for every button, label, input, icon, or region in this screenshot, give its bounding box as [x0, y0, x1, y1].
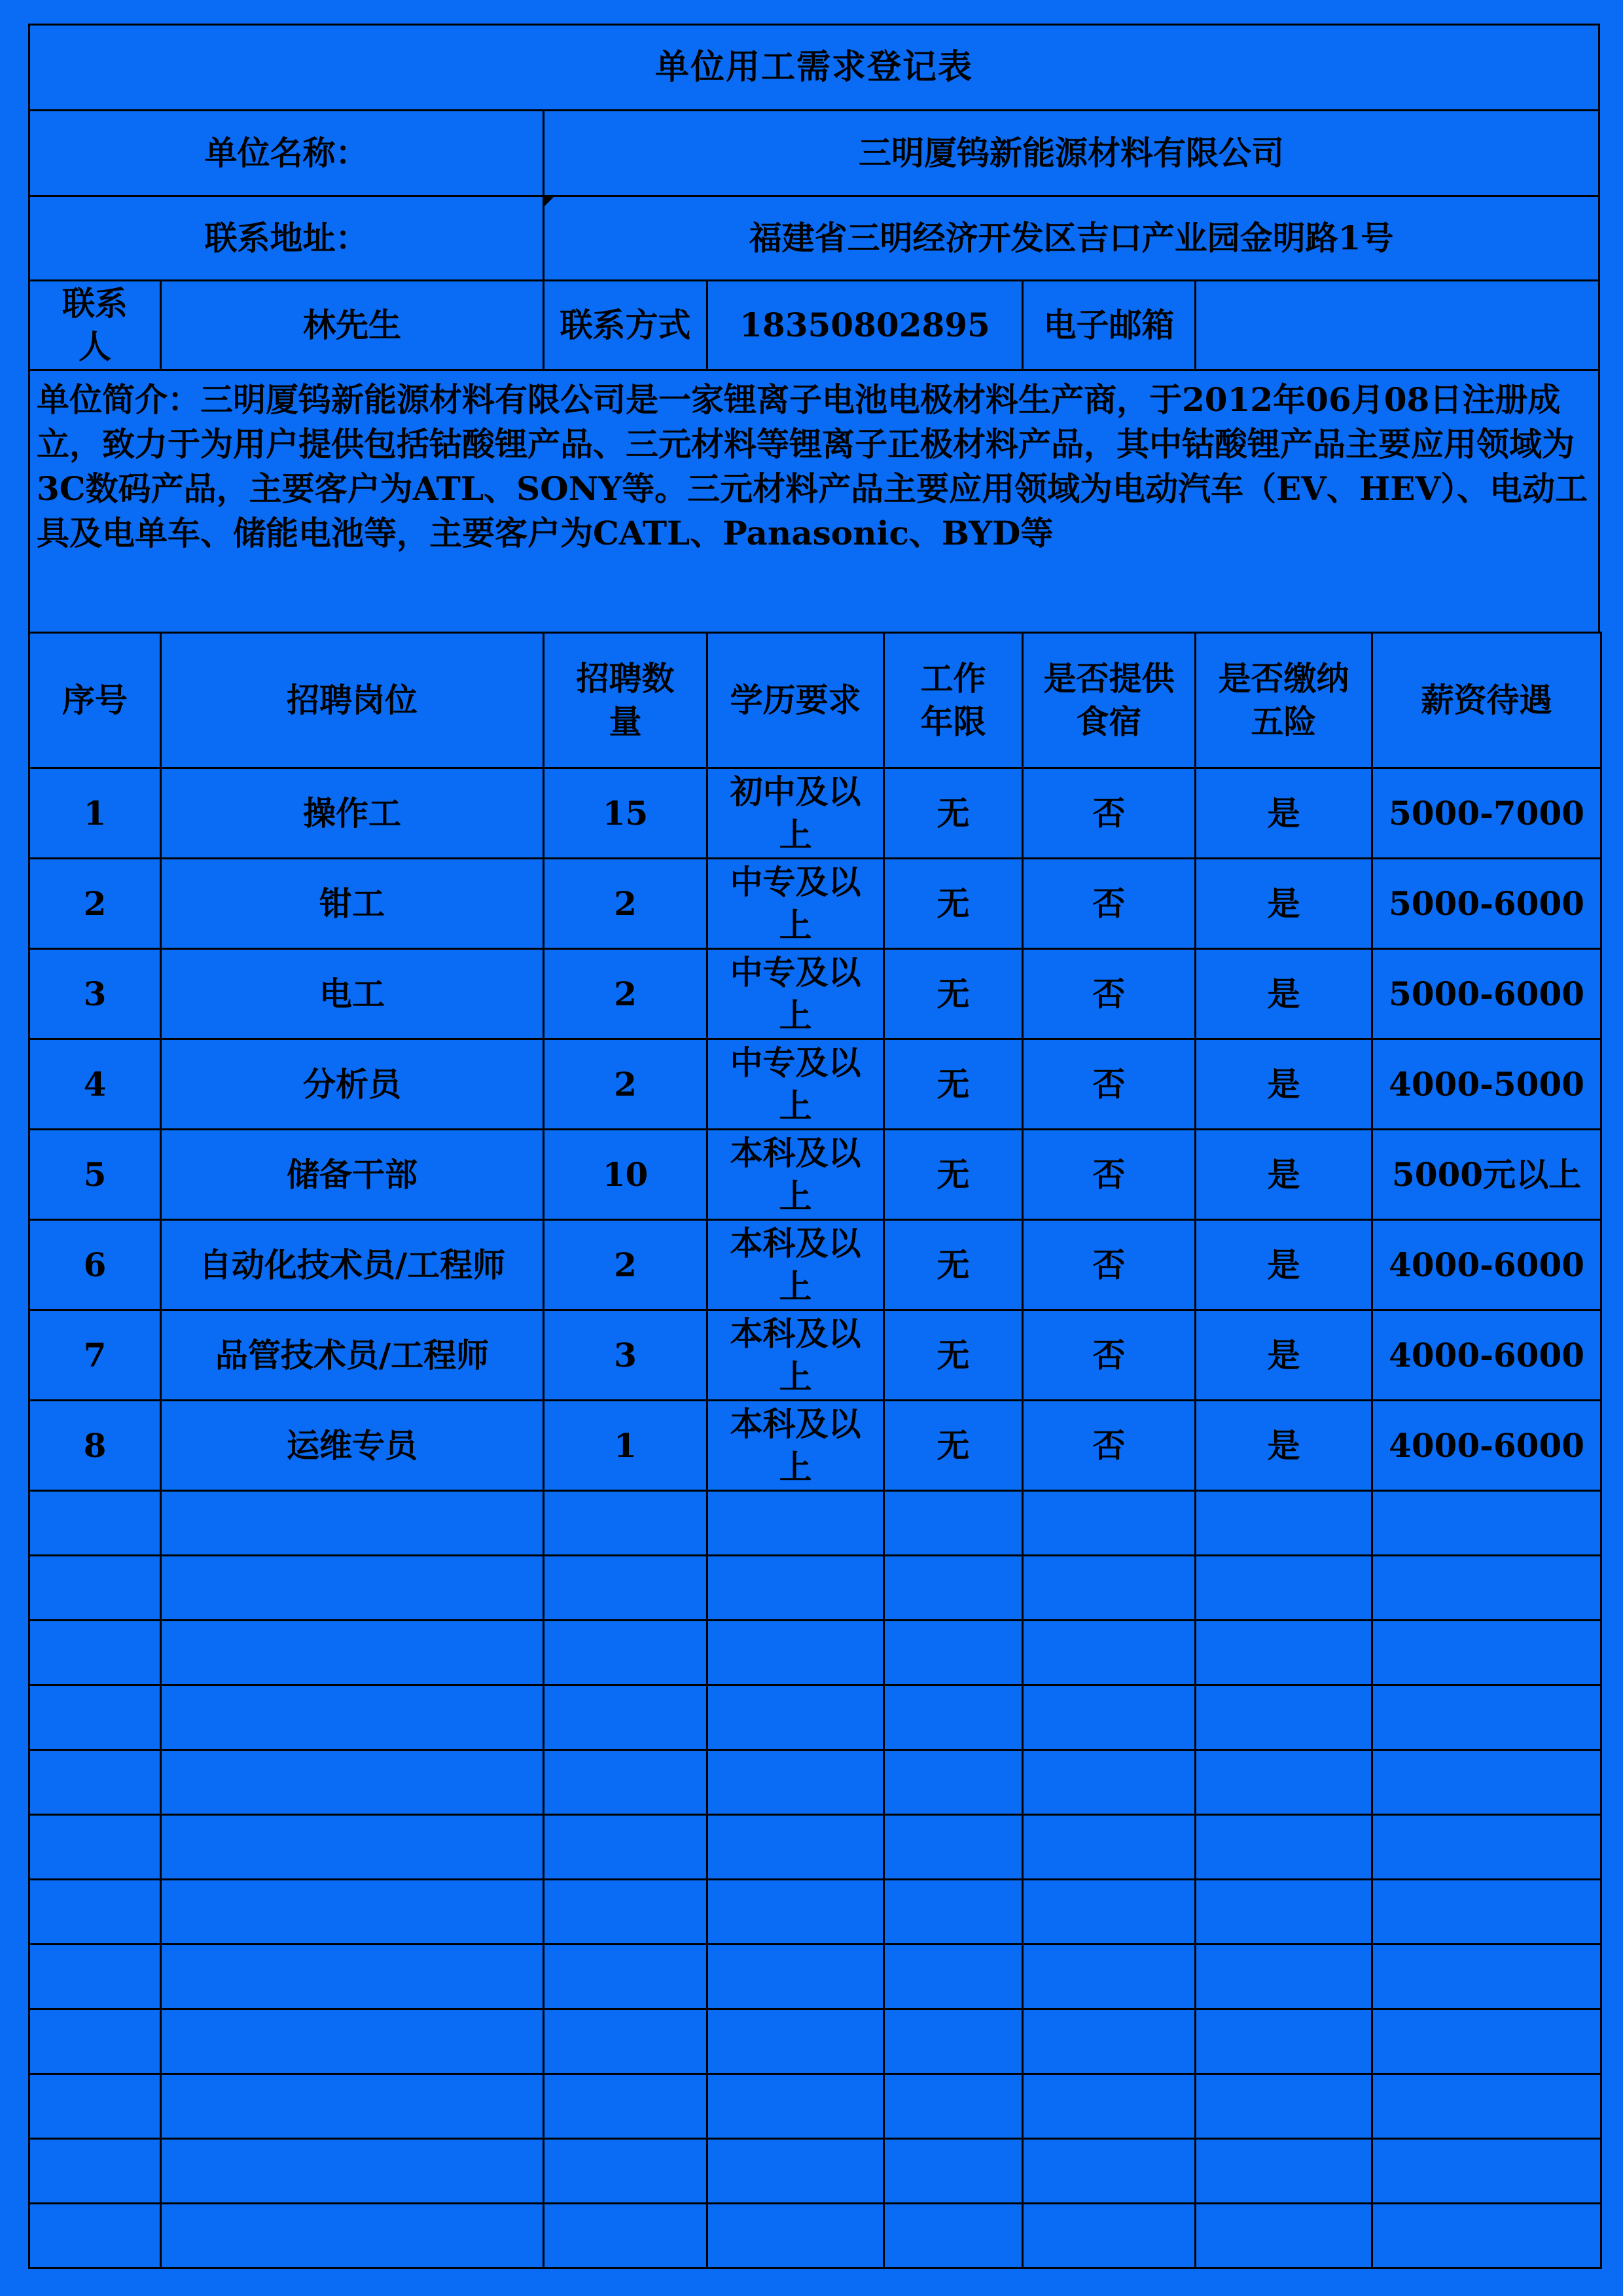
cell-education: 中专及以上: [706, 857, 885, 950]
empty-cell: [543, 1814, 708, 1880]
cell-experience: 无: [883, 857, 1024, 950]
cell-board: 否: [1022, 1038, 1196, 1130]
empty-cell: [1371, 1554, 1602, 1621]
empty-cell: [543, 1684, 708, 1751]
contact-phone-label: 联系方式: [543, 279, 708, 371]
header-education: 学历要求: [706, 632, 885, 769]
cell-experience: 无: [883, 948, 1024, 1040]
email-label: 电子邮箱: [1022, 279, 1196, 371]
empty-cell: [1194, 1554, 1373, 1621]
company-intro: 单位简介：三明厦钨新能源材料有限公司是一家锂离子电池电极材料生产商，于2012年06月08日注册成立，致力于为用户提供包括钴酸锂产品、三元材料等锂离子正极材料产品，其中钴酸锂产品主要应用领域为3C数码产品，主要客户为ATL、SONY等。三元材料产品主要应用领域为电动汽车（EV、HEV）、电动工具及电单车、储能电池等，主要客户为CATL、Panasonic、BYD等: [28, 369, 1600, 634]
cell-education: 中专及以上: [706, 948, 885, 1040]
address-value: 福建省三明经济开发区吉口产业园金明路1号: [543, 195, 1600, 281]
cell-salary: 5000元以上: [1371, 1128, 1602, 1221]
cell-salary: 5000-6000: [1371, 948, 1602, 1040]
empty-cell: [883, 2138, 1024, 2204]
cell-education: 本科及以上: [706, 1128, 885, 1221]
cell-salary: 4000-6000: [1371, 1309, 1602, 1401]
empty-cell: [28, 1684, 162, 1751]
cell-position: 运维专员: [160, 1399, 544, 1492]
empty-cell: [883, 1554, 1024, 1621]
address-label: 联系地址：: [28, 195, 544, 281]
empty-cell: [1194, 1619, 1373, 1686]
empty-cell: [1022, 2138, 1196, 2204]
empty-cell: [28, 2008, 162, 2075]
cell-seq: 8: [28, 1399, 162, 1492]
email-value: [1194, 279, 1600, 371]
empty-cell: [1371, 2202, 1602, 2269]
empty-cell: [160, 1943, 544, 2010]
empty-cell: [160, 2202, 544, 2269]
cell-insurance: 是: [1194, 857, 1373, 950]
cell-seq: 1: [28, 767, 162, 859]
cell-education: 本科及以上: [706, 1309, 885, 1401]
empty-cell: [28, 2202, 162, 2269]
cell-position: 钳工: [160, 857, 544, 950]
cell-experience: 无: [883, 1128, 1024, 1221]
empty-cell: [883, 2202, 1024, 2269]
empty-cell: [28, 1554, 162, 1621]
cell-position: 储备干部: [160, 1128, 544, 1221]
empty-cell: [160, 1684, 544, 1751]
cell-count: 2: [543, 857, 708, 950]
cell-seq: 3: [28, 948, 162, 1040]
cell-seq: 5: [28, 1128, 162, 1221]
empty-cell: [28, 1749, 162, 1816]
cell-seq: 7: [28, 1309, 162, 1401]
empty-cell: [1371, 2138, 1602, 2204]
empty-cell: [160, 1814, 544, 1880]
unit-name-label: 单位名称：: [28, 109, 544, 197]
empty-cell: [28, 2073, 162, 2140]
empty-cell: [543, 1554, 708, 1621]
cell-education: 中专及以上: [706, 1038, 885, 1130]
empty-cell: [706, 1554, 885, 1621]
header-count: 招聘数量: [543, 632, 708, 769]
cell-education: 本科及以上: [706, 1399, 885, 1492]
empty-cell: [883, 1943, 1024, 2010]
empty-cell: [883, 1878, 1024, 1945]
empty-cell: [1022, 2073, 1196, 2140]
empty-cell: [28, 1943, 162, 2010]
cell-count: 1: [543, 1399, 708, 1492]
empty-cell: [706, 1749, 885, 1816]
cell-board: 否: [1022, 1309, 1196, 1401]
empty-cell: [883, 2073, 1024, 2140]
empty-cell: [1022, 1878, 1196, 1945]
empty-cell: [706, 1878, 885, 1945]
cell-experience: 无: [883, 767, 1024, 859]
cell-position: 电工: [160, 948, 544, 1040]
header-experience: 工作年限: [883, 632, 1024, 769]
empty-cell: [1194, 1943, 1373, 2010]
empty-cell: [543, 1749, 708, 1816]
empty-cell: [160, 2138, 544, 2204]
empty-cell: [160, 2008, 544, 2075]
empty-cell: [1194, 1490, 1373, 1556]
empty-cell: [1022, 1943, 1196, 2010]
cell-salary: 4000-6000: [1371, 1399, 1602, 1492]
empty-cell: [883, 1619, 1024, 1686]
empty-cell: [883, 1749, 1024, 1816]
cell-experience: 无: [883, 1309, 1024, 1401]
cell-board: 否: [1022, 1128, 1196, 1221]
empty-cell: [706, 1490, 885, 1556]
empty-cell: [706, 1684, 885, 1751]
empty-cell: [1371, 1878, 1602, 1945]
header-salary: 薪资待遇: [1371, 632, 1602, 769]
cell-board: 否: [1022, 948, 1196, 1040]
cell-board: 否: [1022, 857, 1196, 950]
empty-cell: [706, 1943, 885, 2010]
cell-board: 否: [1022, 1399, 1196, 1492]
empty-cell: [1194, 2138, 1373, 2204]
cell-position: 分析员: [160, 1038, 544, 1130]
empty-cell: [883, 1684, 1024, 1751]
empty-cell: [160, 1490, 544, 1556]
cell-position: 操作工: [160, 767, 544, 859]
empty-cell: [543, 2008, 708, 2075]
empty-cell: [1022, 1490, 1196, 1556]
cell-experience: 无: [883, 1038, 1024, 1130]
cell-insurance: 是: [1194, 1038, 1373, 1130]
cell-insurance: 是: [1194, 1309, 1373, 1401]
cell-insurance: 是: [1194, 1399, 1373, 1492]
empty-cell: [543, 2138, 708, 2204]
empty-cell: [543, 1619, 708, 1686]
empty-cell: [706, 2073, 885, 2140]
empty-cell: [160, 1749, 544, 1816]
empty-cell: [883, 1814, 1024, 1880]
empty-cell: [1194, 2073, 1373, 2140]
cell-experience: 无: [883, 1219, 1024, 1311]
cell-salary: 4000-5000: [1371, 1038, 1602, 1130]
empty-cell: [1371, 2008, 1602, 2075]
empty-cell: [543, 1490, 708, 1556]
cell-education: 本科及以上: [706, 1219, 885, 1311]
empty-cell: [1371, 1943, 1602, 2010]
cell-count: 10: [543, 1128, 708, 1221]
empty-cell: [1194, 1749, 1373, 1816]
registration-form: [28, 24, 1600, 2265]
cell-education: 初中及以上: [706, 767, 885, 859]
header-insurance: 是否缴纳五险: [1194, 632, 1373, 769]
empty-cell: [1194, 1814, 1373, 1880]
empty-cell: [1022, 1749, 1196, 1816]
header-seq: 序号: [28, 632, 162, 769]
cell-seq: 6: [28, 1219, 162, 1311]
empty-cell: [1022, 1684, 1196, 1751]
cell-salary: 4000-6000: [1371, 1219, 1602, 1311]
cell-salary: 5000-7000: [1371, 767, 1602, 859]
cell-insurance: 是: [1194, 1219, 1373, 1311]
empty-cell: [1371, 1490, 1602, 1556]
unit-name-value: 三明厦钨新能源材料有限公司: [543, 109, 1600, 197]
empty-cell: [1022, 1554, 1196, 1621]
empty-cell: [28, 1878, 162, 1945]
cell-insurance: 是: [1194, 948, 1373, 1040]
empty-cell: [160, 1554, 544, 1621]
contact-person-label: 联系人: [28, 279, 162, 371]
empty-cell: [1371, 2073, 1602, 2140]
empty-cell: [706, 2202, 885, 2269]
empty-cell: [28, 2138, 162, 2204]
cell-seq: 4: [28, 1038, 162, 1130]
empty-cell: [1371, 1684, 1602, 1751]
empty-cell: [543, 2073, 708, 2140]
cell-insurance: 是: [1194, 1128, 1373, 1221]
cell-seq: 2: [28, 857, 162, 950]
empty-cell: [1022, 2008, 1196, 2075]
empty-cell: [706, 2138, 885, 2204]
cell-count: 2: [543, 1219, 708, 1311]
empty-cell: [160, 1619, 544, 1686]
empty-cell: [543, 1878, 708, 1945]
cell-insurance: 是: [1194, 767, 1373, 859]
empty-cell: [706, 2008, 885, 2075]
empty-cell: [1194, 1684, 1373, 1751]
empty-cell: [1022, 2202, 1196, 2269]
empty-cell: [1371, 1619, 1602, 1686]
cell-count: 2: [543, 948, 708, 1040]
empty-cell: [1371, 1814, 1602, 1880]
empty-cell: [1022, 1619, 1196, 1686]
cell-comment-marker: [544, 197, 554, 206]
cell-experience: 无: [883, 1399, 1024, 1492]
cell-board: 否: [1022, 1219, 1196, 1311]
empty-cell: [160, 1878, 544, 1945]
empty-cell: [706, 1619, 885, 1686]
cell-position: 品管技术员/工程师: [160, 1309, 544, 1401]
empty-cell: [883, 1490, 1024, 1556]
empty-cell: [543, 2202, 708, 2269]
header-board: 是否提供食宿: [1022, 632, 1196, 769]
empty-cell: [1194, 1878, 1373, 1945]
empty-cell: [1194, 2008, 1373, 2075]
empty-cell: [160, 2073, 544, 2140]
empty-cell: [1194, 2202, 1373, 2269]
empty-cell: [1022, 1814, 1196, 1880]
cell-board: 否: [1022, 767, 1196, 859]
empty-cell: [28, 1814, 162, 1880]
form-title: 单位用工需求登记表: [28, 24, 1600, 111]
empty-cell: [1371, 1749, 1602, 1816]
empty-cell: [883, 2008, 1024, 2075]
empty-cell: [28, 1619, 162, 1686]
empty-cell: [543, 1943, 708, 2010]
contact-phone-value: 18350802895: [706, 279, 1024, 371]
cell-salary: 5000-6000: [1371, 857, 1602, 950]
contact-person-value: 林先生: [160, 279, 544, 371]
cell-position: 自动化技术员/工程师: [160, 1219, 544, 1311]
cell-count: 15: [543, 767, 708, 859]
header-position: 招聘岗位: [160, 632, 544, 769]
cell-count: 2: [543, 1038, 708, 1130]
cell-count: 3: [543, 1309, 708, 1401]
empty-cell: [28, 1490, 162, 1556]
empty-cell: [706, 1814, 885, 1880]
